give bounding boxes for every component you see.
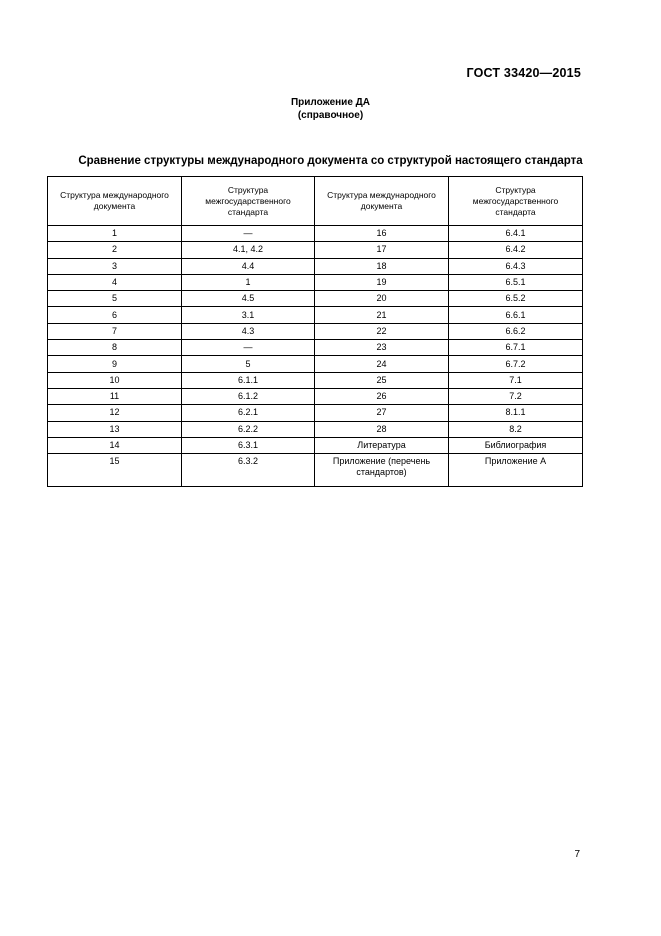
table-cell: 6.1.2 [182, 388, 315, 404]
table-cell: 6.6.1 [449, 307, 583, 323]
table-cell: 4.3 [182, 323, 315, 339]
table-cell: 6 [48, 307, 182, 323]
table-cell: 26 [315, 388, 449, 404]
table-cell: 6.1.1 [182, 372, 315, 388]
table-row [48, 372, 583, 388]
table-cell: Приложение А [449, 454, 583, 487]
column-header: Структура международного документа [315, 177, 449, 226]
table-title: Сравнение структуры международного документа со структурой настоящего стандарта [78, 155, 583, 167]
table-cell: 21 [315, 307, 449, 323]
table-row [48, 405, 583, 421]
table-cell: 6.2.1 [182, 405, 315, 421]
table-row [48, 388, 583, 404]
table-cell: 4.5 [182, 291, 315, 307]
table-cell: 15 [48, 454, 182, 487]
table-cell: 7 [48, 323, 182, 339]
table-row [48, 454, 583, 487]
table-row [48, 242, 583, 258]
table-cell: 6.7.1 [449, 340, 583, 356]
table-cell: 18 [315, 258, 449, 274]
page-number: 7 [574, 849, 580, 860]
table-cell: 10 [48, 372, 182, 388]
table-cell: 5 [48, 291, 182, 307]
table-cell: 8.1.1 [449, 405, 583, 421]
table-cell: 6.2.2 [182, 421, 315, 437]
table-cell: 22 [315, 323, 449, 339]
table-row [48, 356, 583, 372]
table-cell: 20 [315, 291, 449, 307]
table-cell: 1 [48, 226, 182, 242]
table-cell: 6.3.2 [182, 454, 315, 487]
table-cell: 6.3.1 [182, 437, 315, 453]
table-cell: — [182, 340, 315, 356]
table-row [48, 421, 583, 437]
table-cell: 24 [315, 356, 449, 372]
table-cell: 17 [315, 242, 449, 258]
comparison-table [47, 176, 583, 487]
table-cell: 27 [315, 405, 449, 421]
table-cell: 7.1 [449, 372, 583, 388]
table-cell: 28 [315, 421, 449, 437]
table-cell: 6.5.1 [449, 274, 583, 290]
table-cell: Приложение (перечень стандартов) [315, 454, 449, 487]
table-row [48, 340, 583, 356]
table-cell: 8 [48, 340, 182, 356]
document-code: ГОСТ 33420—2015 [466, 66, 581, 80]
table-cell: 13 [48, 421, 182, 437]
table-cell: 6.7.2 [449, 356, 583, 372]
table-cell: 3.1 [182, 307, 315, 323]
table-cell: 3 [48, 258, 182, 274]
table-cell: 6.4.1 [449, 226, 583, 242]
table-row [48, 258, 583, 274]
table-cell: 6.5.2 [449, 291, 583, 307]
table-cell: 25 [315, 372, 449, 388]
table-row [48, 323, 583, 339]
table-cell: 16 [315, 226, 449, 242]
column-header: Структура межгосударственного стандарта [182, 177, 315, 226]
table-cell: 23 [315, 340, 449, 356]
table-cell: 9 [48, 356, 182, 372]
table-cell: 12 [48, 405, 182, 421]
appendix-title: Приложение ДА [290, 97, 371, 108]
table-cell: 2 [48, 242, 182, 258]
table-cell: 6.4.2 [449, 242, 583, 258]
table-row [48, 437, 583, 453]
table-row [48, 274, 583, 290]
table-cell: 4.4 [182, 258, 315, 274]
table-cell: 11 [48, 388, 182, 404]
table-cell: 4 [48, 274, 182, 290]
table-cell: 14 [48, 437, 182, 453]
column-header: Структура международного документа [48, 177, 182, 226]
table-header-row [48, 177, 583, 226]
table-cell: 5 [182, 356, 315, 372]
appendix-subtitle: (справочное) [297, 110, 364, 121]
table-cell: 8.2 [449, 421, 583, 437]
table-cell: 6.6.2 [449, 323, 583, 339]
table-cell: — [182, 226, 315, 242]
table-cell: Библиография [449, 437, 583, 453]
table-cell: 6.4.3 [449, 258, 583, 274]
column-header: Структура межгосударственного стандарта [449, 177, 583, 226]
table-cell: 4.1, 4.2 [182, 242, 315, 258]
table-row [48, 291, 583, 307]
table-cell: 19 [315, 274, 449, 290]
table-cell: Литература [315, 437, 449, 453]
table-row [48, 307, 583, 323]
table-cell: 1 [182, 274, 315, 290]
appendix-heading [0, 96, 661, 122]
table-row [48, 226, 583, 242]
table-cell: 7.2 [449, 388, 583, 404]
